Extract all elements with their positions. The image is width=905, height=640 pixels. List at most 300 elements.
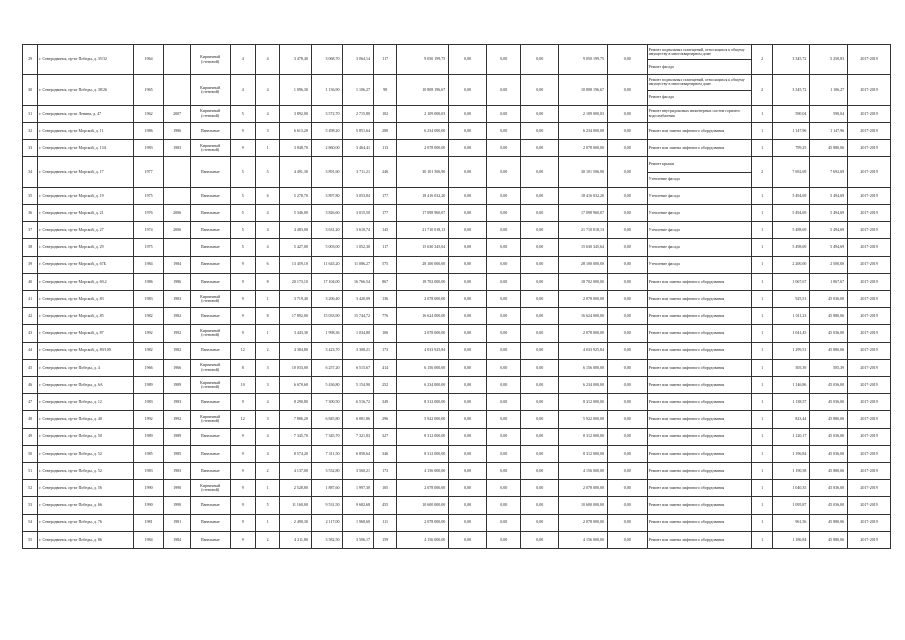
residential-area-cell: 3 064,14	[343, 45, 374, 75]
residents-cell: 117	[373, 45, 396, 75]
floors-cell: 4	[230, 75, 255, 105]
other-funds-cell: 0,00	[607, 376, 647, 393]
unit-cost-cell: 2 200,00	[772, 256, 810, 273]
build-year-cell: 1992	[133, 325, 164, 342]
row-number-cell: 33	[23, 140, 38, 157]
owners-funds-cell: 2 078 000,00	[559, 480, 608, 497]
repair-works-cell: Утепление фасада	[647, 222, 752, 239]
residential-area-cell: 3 308,21	[343, 342, 374, 359]
units-cell: 1	[752, 376, 772, 393]
build-year-cell: 1990	[133, 497, 164, 514]
other-funds-cell: 0,00	[607, 204, 647, 221]
regional-budget-cell: 0,00	[486, 105, 521, 122]
last-repair-year-cell	[164, 157, 190, 187]
last-repair-year-cell: 1990	[164, 497, 190, 514]
entrances-cell: 5	[255, 157, 279, 187]
living-area-cell: 3 068,70	[311, 45, 343, 75]
total-cost-cell: 2 109 000,03	[397, 105, 449, 122]
local-budget-cell: 0,00	[521, 462, 559, 479]
living-area-cell: 7 300,50	[311, 394, 343, 411]
units-cell: 1	[752, 428, 772, 445]
unit-cost-cell: 1 011,23	[772, 308, 810, 325]
repair-works-cell: Утепление фасада	[647, 187, 752, 204]
last-repair-year-cell: 1983	[164, 462, 190, 479]
wall-material-cell: Панельные	[190, 497, 230, 514]
table-row	[23, 325, 891, 342]
regional-budget-cell: 0,00	[486, 428, 521, 445]
table-row	[23, 462, 891, 479]
total-cost-cell: 8 312 000,00	[397, 428, 449, 445]
units-cell: 1	[752, 187, 772, 204]
table-row	[23, 157, 891, 187]
planned-period-cell: 2017-2019	[848, 308, 891, 325]
units-cell: 2	[752, 45, 772, 75]
floors-cell: 9	[230, 308, 255, 325]
table-row	[23, 105, 891, 122]
total-cost-cell: 18 416 032,20	[397, 187, 449, 204]
last-repair-year-cell: 1981	[164, 514, 190, 531]
max-unit-cost-cell: 7 692,69	[810, 157, 848, 187]
residents-cell: 349	[373, 394, 396, 411]
table-row	[23, 256, 891, 273]
federal-fund-cell: 0,00	[449, 273, 487, 290]
other-funds-cell: 0,00	[607, 122, 647, 139]
build-year-cell: 1965	[133, 75, 164, 105]
units-cell: 2	[752, 75, 772, 105]
max-unit-cost-cell: 45 880,06	[810, 411, 848, 428]
planned-period-cell: 2017-2019	[848, 514, 891, 531]
other-funds-cell: 0,00	[607, 394, 647, 411]
residents-cell: 252	[373, 376, 396, 393]
row-number-cell: 31	[23, 105, 38, 122]
entrances-cell: 1	[255, 290, 279, 307]
total-cost-cell: 9 050 199,75	[397, 45, 449, 75]
regional-budget-cell: 0,00	[486, 140, 521, 157]
floors-cell: 9	[230, 514, 255, 531]
total-cost-cell: 28 100 000,00	[397, 256, 449, 273]
row-number-cell: 29	[23, 45, 38, 75]
last-repair-year-cell: 1983	[164, 394, 190, 411]
planned-period-cell: 2017-2019	[848, 157, 891, 187]
units-cell: 1	[752, 325, 772, 342]
residential-area-cell: 1 052,30	[343, 239, 374, 256]
entrances-cell: 1	[255, 514, 279, 531]
address-cell: г. Северодвинск, пр-кт Победы, д. 50	[38, 428, 134, 445]
total-area-cell: 4 491,30	[280, 157, 312, 187]
max-unit-cost-cell: 45 880,06	[810, 308, 848, 325]
planned-period-cell: 2017-2019	[848, 187, 891, 204]
build-year-cell: 1976	[133, 204, 164, 221]
planned-period-cell: 2017-2019	[848, 428, 891, 445]
max-unit-cost-cell: 45 880,06	[810, 462, 848, 479]
max-unit-cost-cell: 45 036,00	[810, 497, 848, 514]
unit-cost-cell: 799,25	[772, 140, 810, 157]
wall-material-cell: Панельные	[190, 445, 230, 462]
total-cost-cell: 8 312 000,00	[397, 445, 449, 462]
max-unit-cost-cell: 45 880,06	[810, 342, 848, 359]
address-cell: г. Северодвинск, пр-кт Морской, д. 17	[38, 157, 134, 187]
total-area-cell: 17 892,00	[280, 308, 312, 325]
repair-works-cell: Ремонт или замена лифтового оборудования	[647, 514, 752, 531]
units-cell: 2	[752, 157, 772, 187]
build-year-cell: 1989	[133, 428, 164, 445]
last-repair-year-cell: 2006	[164, 222, 190, 239]
last-repair-year-cell: 1989	[164, 376, 190, 393]
living-area-cell: 5 003,00	[311, 239, 343, 256]
unit-cost-cell: 7 692,69	[772, 157, 810, 187]
row-number-cell: 44	[23, 342, 38, 359]
max-unit-cost-cell: 5 494,69	[810, 187, 848, 204]
entrances-cell: 2	[255, 531, 279, 548]
regional-budget-cell: 0,00	[486, 325, 521, 342]
total-area-cell: 4 384,80	[280, 342, 312, 359]
max-unit-cost-cell: 45 880,06	[810, 531, 848, 548]
total-area-cell: 3 478,40	[280, 45, 312, 75]
total-area-cell: 3 892,00	[280, 105, 312, 122]
federal-fund-cell: 0,00	[449, 45, 487, 75]
entrances-cell: 3	[255, 359, 279, 376]
local-budget-cell: 0,00	[521, 204, 559, 221]
address-cell: г. Северодвинск, пр-кт Морской, д. 89/100	[38, 342, 134, 359]
wall-material-cell: Кирпичный (стеновой)	[190, 290, 230, 307]
local-budget-cell: 0,00	[521, 308, 559, 325]
living-area-cell: 3 572,70	[311, 105, 343, 122]
local-budget-cell: 0,00	[521, 531, 559, 548]
repair-works-cell: Ремонт или замена лифтового оборудования	[647, 411, 752, 428]
address-cell: г. Северодвинск, пр-кт Морской, д. 83	[38, 290, 134, 307]
build-year-cell: 1966	[133, 359, 164, 376]
local-budget-cell: 0,00	[521, 428, 559, 445]
federal-fund-cell: 0,00	[449, 222, 487, 239]
row-number-cell: 36	[23, 204, 38, 221]
residents-cell: 296	[373, 411, 396, 428]
unit-cost-cell: 1 299,51	[772, 342, 810, 359]
entrances-cell: 4	[255, 222, 279, 239]
residents-cell: 117	[373, 239, 396, 256]
residential-area-cell: 3 711,21	[343, 157, 374, 187]
local-budget-cell: 0,00	[521, 514, 559, 531]
address-cell: г. Северодвинск, пр-кт Победы, д. 38/26	[38, 75, 134, 105]
residents-cell: 102	[373, 105, 396, 122]
residents-cell: 173	[373, 342, 396, 359]
unit-cost-cell: 1 067,67	[772, 273, 810, 290]
local-budget-cell: 0,00	[521, 239, 559, 256]
units-cell: 1	[752, 222, 772, 239]
owners-funds-cell: 2 078 000,00	[559, 140, 608, 157]
build-year-cell: 1983	[133, 394, 164, 411]
address-cell: г. Северодвинск, пр-кт Победы, д. 86	[38, 531, 134, 548]
last-repair-year-cell: 1982	[164, 308, 190, 325]
residents-cell: 111	[373, 514, 396, 531]
row-number-cell: 41	[23, 290, 38, 307]
living-area-cell: 3 897,80	[311, 187, 343, 204]
repair-works-cell: Утепление фасада	[647, 256, 752, 273]
table-row	[23, 531, 891, 548]
owners-funds-cell: 18 416 032,20	[559, 187, 608, 204]
regional-budget-cell: 0,00	[486, 239, 521, 256]
units-cell: 1	[752, 308, 772, 325]
residential-area-cell: 2 715,80	[343, 105, 374, 122]
table-row	[23, 140, 891, 157]
owners-funds-cell: 6 156 000,00	[559, 359, 608, 376]
total-area-cell: 10 033,00	[280, 359, 312, 376]
local-budget-cell: 0,00	[521, 122, 559, 139]
build-year-cell: 1964	[133, 45, 164, 75]
table-row	[23, 273, 891, 290]
living-area-cell: 3 631,20	[311, 222, 343, 239]
local-budget-cell: 0,00	[521, 497, 559, 514]
units-cell: 1	[752, 497, 772, 514]
address-cell: г. Северодвинск, пр-кт Победы, д. 52	[38, 445, 134, 462]
residents-cell: 106	[373, 325, 396, 342]
owners-funds-cell: 4 156 000,00	[559, 462, 608, 479]
repair-works-cell	[647, 45, 752, 75]
local-budget-cell: 0,00	[521, 290, 559, 307]
repair-work-item: Ремонт крыши	[648, 161, 674, 167]
floors-cell: 5	[230, 105, 255, 122]
planned-period-cell: 2017-2019	[848, 342, 891, 359]
build-year-cell: 1982	[133, 342, 164, 359]
wall-material-cell: Кирпичный (стеновой)	[190, 140, 230, 157]
build-year-cell: 1990	[133, 480, 164, 497]
total-area-cell: 7 886,20	[280, 411, 312, 428]
regional-budget-cell: 0,00	[486, 290, 521, 307]
residents-cell: 173	[373, 462, 396, 479]
row-number-cell: 46	[23, 376, 38, 393]
entrances-cell: 8	[255, 308, 279, 325]
other-funds-cell: 0,00	[607, 497, 647, 514]
floors-cell: 12	[230, 411, 255, 428]
total-cost-cell: 4 156 000,00	[397, 462, 449, 479]
living-area-cell: 3 423,70	[311, 342, 343, 359]
total-area-cell: 7 345,70	[280, 428, 312, 445]
max-unit-cost-cell: 5 250,83	[810, 45, 848, 75]
floors-cell: 9	[230, 273, 255, 290]
unit-cost-cell: 1 095,87	[772, 497, 810, 514]
floors-cell: 5	[230, 204, 255, 221]
residents-cell: 575	[373, 256, 396, 273]
max-unit-cost-cell: 2 500,00	[810, 256, 848, 273]
wall-material-cell: Панельные	[190, 187, 230, 204]
living-area-cell: 2 117,00	[311, 514, 343, 531]
total-cost-cell: 2 078 000,00	[397, 140, 449, 157]
living-area-cell: 17 104,00	[311, 273, 343, 290]
planned-period-cell: 2017-2019	[848, 222, 891, 239]
floors-cell: 5	[230, 157, 255, 187]
other-funds-cell: 0,00	[607, 45, 647, 75]
wall-material-cell: Кирпичный (стеновой)	[190, 105, 230, 122]
address-cell: г. Северодвинск, пр-кт Морской, д. 13А	[38, 140, 134, 157]
max-unit-cost-cell: 1 067,67	[810, 273, 848, 290]
regional-budget-cell: 0,00	[486, 187, 521, 204]
owners-funds-cell: 8 312 000,00	[559, 428, 608, 445]
repair-works-cell: Ремонт или замена лифтового оборудования	[647, 342, 752, 359]
last-repair-year-cell: 1989	[164, 428, 190, 445]
total-cost-cell: 5 922 000,00	[397, 411, 449, 428]
total-area-cell: 5 278,70	[280, 187, 312, 204]
max-unit-cost-cell: 5 494,69	[810, 204, 848, 221]
units-cell: 1	[752, 342, 772, 359]
owners-funds-cell: 21 710 018,13	[559, 222, 608, 239]
row-number-cell: 48	[23, 411, 38, 428]
unit-cost-cell: 3 345,72	[772, 45, 810, 75]
address-cell: г. Северодвинск, пр-кт Победы, д. 6А	[38, 376, 134, 393]
residential-area-cell: 1 997,30	[343, 480, 374, 497]
living-area-cell: 9 531,50	[311, 497, 343, 514]
regional-budget-cell: 0,00	[486, 273, 521, 290]
last-repair-year-cell	[164, 75, 190, 105]
residential-area-cell: 3 610,74	[343, 222, 374, 239]
federal-fund-cell: 0,00	[449, 376, 487, 393]
table-row	[23, 411, 891, 428]
planned-period-cell: 2017-2019	[848, 290, 891, 307]
units-cell: 1	[752, 462, 772, 479]
wall-material-cell: Панельные	[190, 122, 230, 139]
residents-cell: 145	[373, 222, 396, 239]
unit-cost-cell: 823,44	[772, 411, 810, 428]
other-funds-cell: 0,00	[607, 75, 647, 105]
federal-fund-cell: 0,00	[449, 480, 487, 497]
address-cell: г. Северодвинск, пр-кт Победы, д. 12	[38, 394, 134, 411]
entrances-cell: 1	[255, 480, 279, 497]
repair-works-cell	[647, 75, 752, 105]
build-year-cell: 1986	[133, 273, 164, 290]
total-cost-cell: 2 078 000,00	[397, 325, 449, 342]
build-year-cell: 1986	[133, 122, 164, 139]
living-area-cell: 7 345,70	[311, 428, 343, 445]
floors-cell: 9	[230, 531, 255, 548]
floors-cell: 9	[230, 480, 255, 497]
build-year-cell: 1992	[133, 411, 164, 428]
planned-period-cell: 2017-2019	[848, 239, 891, 256]
total-cost-cell: 17 098 960,07	[397, 204, 449, 221]
living-area-cell: 7 311,50	[311, 445, 343, 462]
build-year-cell: 1975	[133, 187, 164, 204]
total-area-cell: 1 096,30	[280, 75, 312, 105]
local-budget-cell: 0,00	[521, 411, 559, 428]
planned-period-cell: 2017-2019	[848, 105, 891, 122]
regional-budget-cell: 0,00	[486, 204, 521, 221]
table-row	[23, 497, 891, 514]
residents-cell: 776	[373, 308, 396, 325]
build-year-cell: 1984	[133, 256, 164, 273]
residents-cell: 280	[373, 122, 396, 139]
last-repair-year-cell: 1984	[164, 256, 190, 273]
build-year-cell: 1983	[133, 462, 164, 479]
build-year-cell: 1962	[133, 105, 164, 122]
residents-cell: 455	[373, 497, 396, 514]
repair-work-item: Ремонт фасада	[648, 59, 752, 74]
max-unit-cost-cell: 45 036,00	[810, 480, 848, 497]
wall-material-cell: Панельные	[190, 239, 230, 256]
regional-budget-cell: 0,00	[486, 222, 521, 239]
last-repair-year-cell	[164, 239, 190, 256]
other-funds-cell: 0,00	[607, 256, 647, 273]
floors-cell: 5	[230, 187, 255, 204]
federal-fund-cell: 0,00	[449, 411, 487, 428]
entrances-cell: 1	[255, 325, 279, 342]
local-budget-cell: 0,00	[521, 359, 559, 376]
total-cost-cell: 6 234 000,00	[397, 376, 449, 393]
address-cell: г. Северодвинск, пр-кт Морской, д. 67Б	[38, 256, 134, 273]
federal-fund-cell: 0,00	[449, 204, 487, 221]
residential-area-cell: 1 106,27	[343, 75, 374, 105]
residential-area-cell: 1 968,60	[343, 514, 374, 531]
table-row	[23, 45, 891, 75]
build-year-cell: 1985	[133, 445, 164, 462]
max-unit-cost-cell: 45 036,00	[810, 290, 848, 307]
unit-cost-cell: 3 345,72	[772, 75, 810, 105]
residents-cell: 246	[373, 157, 396, 187]
build-year-cell: 1984	[133, 531, 164, 548]
planned-period-cell: 2017-2019	[848, 376, 891, 393]
living-area-cell: 1 998,36	[311, 325, 343, 342]
residential-area-cell: 3 015,50	[343, 204, 374, 221]
total-cost-cell: 8 312 000,00	[397, 394, 449, 411]
owners-funds-cell: 6 234 000,00	[559, 122, 608, 139]
other-funds-cell: 0,00	[607, 157, 647, 187]
total-cost-cell: 10 808 196,67	[397, 75, 449, 105]
max-unit-cost-cell: 45 036,00	[810, 428, 848, 445]
local-budget-cell: 0,00	[521, 480, 559, 497]
owners-funds-cell: 2 078 000,00	[559, 325, 608, 342]
regional-budget-cell: 0,00	[486, 497, 521, 514]
last-repair-year-cell: 1986	[164, 122, 190, 139]
table-row	[23, 75, 891, 105]
total-cost-cell: 4 156 000,00	[397, 531, 449, 548]
max-unit-cost-cell: 1 106,27	[810, 75, 848, 105]
max-unit-cost-cell: 5 494,69	[810, 222, 848, 239]
residential-area-cell: 6 858,64	[343, 445, 374, 462]
max-unit-cost-cell: 505,39	[810, 359, 848, 376]
residential-area-cell: 3 420,09	[343, 290, 374, 307]
table-row	[23, 445, 891, 462]
unit-cost-cell: 1 147,96	[772, 122, 810, 139]
unit-cost-cell: 1 040,35	[772, 480, 810, 497]
other-funds-cell: 0,00	[607, 290, 647, 307]
local-budget-cell: 0,00	[521, 222, 559, 239]
local-budget-cell: 0,00	[521, 157, 559, 187]
address-cell: г. Северодвинск, пр-кт Морской, д. 85	[38, 308, 134, 325]
other-funds-cell: 0,00	[607, 222, 647, 239]
unit-cost-cell: 1 041,45	[772, 325, 810, 342]
residents-cell: 867	[373, 273, 396, 290]
row-number-cell: 37	[23, 222, 38, 239]
planned-period-cell: 2017-2019	[848, 204, 891, 221]
repair-works-cell: Ремонт или замена лифтового оборудования	[647, 462, 752, 479]
row-number-cell: 52	[23, 480, 38, 497]
row-number-cell: 42	[23, 308, 38, 325]
repair-works-cell: Ремонт или замена лифтового оборудования	[647, 325, 752, 342]
wall-material-cell: Кирпичный (стеновой)	[190, 75, 230, 105]
table-row	[23, 239, 891, 256]
entrances-cell: 6	[255, 256, 279, 273]
build-year-cell: 1983	[133, 140, 164, 157]
last-repair-year-cell: 1992	[164, 325, 190, 342]
federal-fund-cell: 0,00	[449, 462, 487, 479]
owners-funds-cell: 2 078 000,00	[559, 514, 608, 531]
last-repair-year-cell: 1983	[164, 140, 190, 157]
other-funds-cell: 0,00	[607, 273, 647, 290]
units-cell: 1	[752, 239, 772, 256]
row-number-cell: 45	[23, 359, 38, 376]
local-budget-cell: 0,00	[521, 325, 559, 342]
other-funds-cell: 0,00	[607, 445, 647, 462]
residential-area-cell: 3 506,17	[343, 531, 374, 548]
repair-works-cell: Ремонт внутридомовых инженерных систем горячего водоснабжения	[647, 105, 752, 122]
residential-area-cell: 15 744,72	[343, 308, 374, 325]
wall-material-cell: Панельные	[190, 531, 230, 548]
